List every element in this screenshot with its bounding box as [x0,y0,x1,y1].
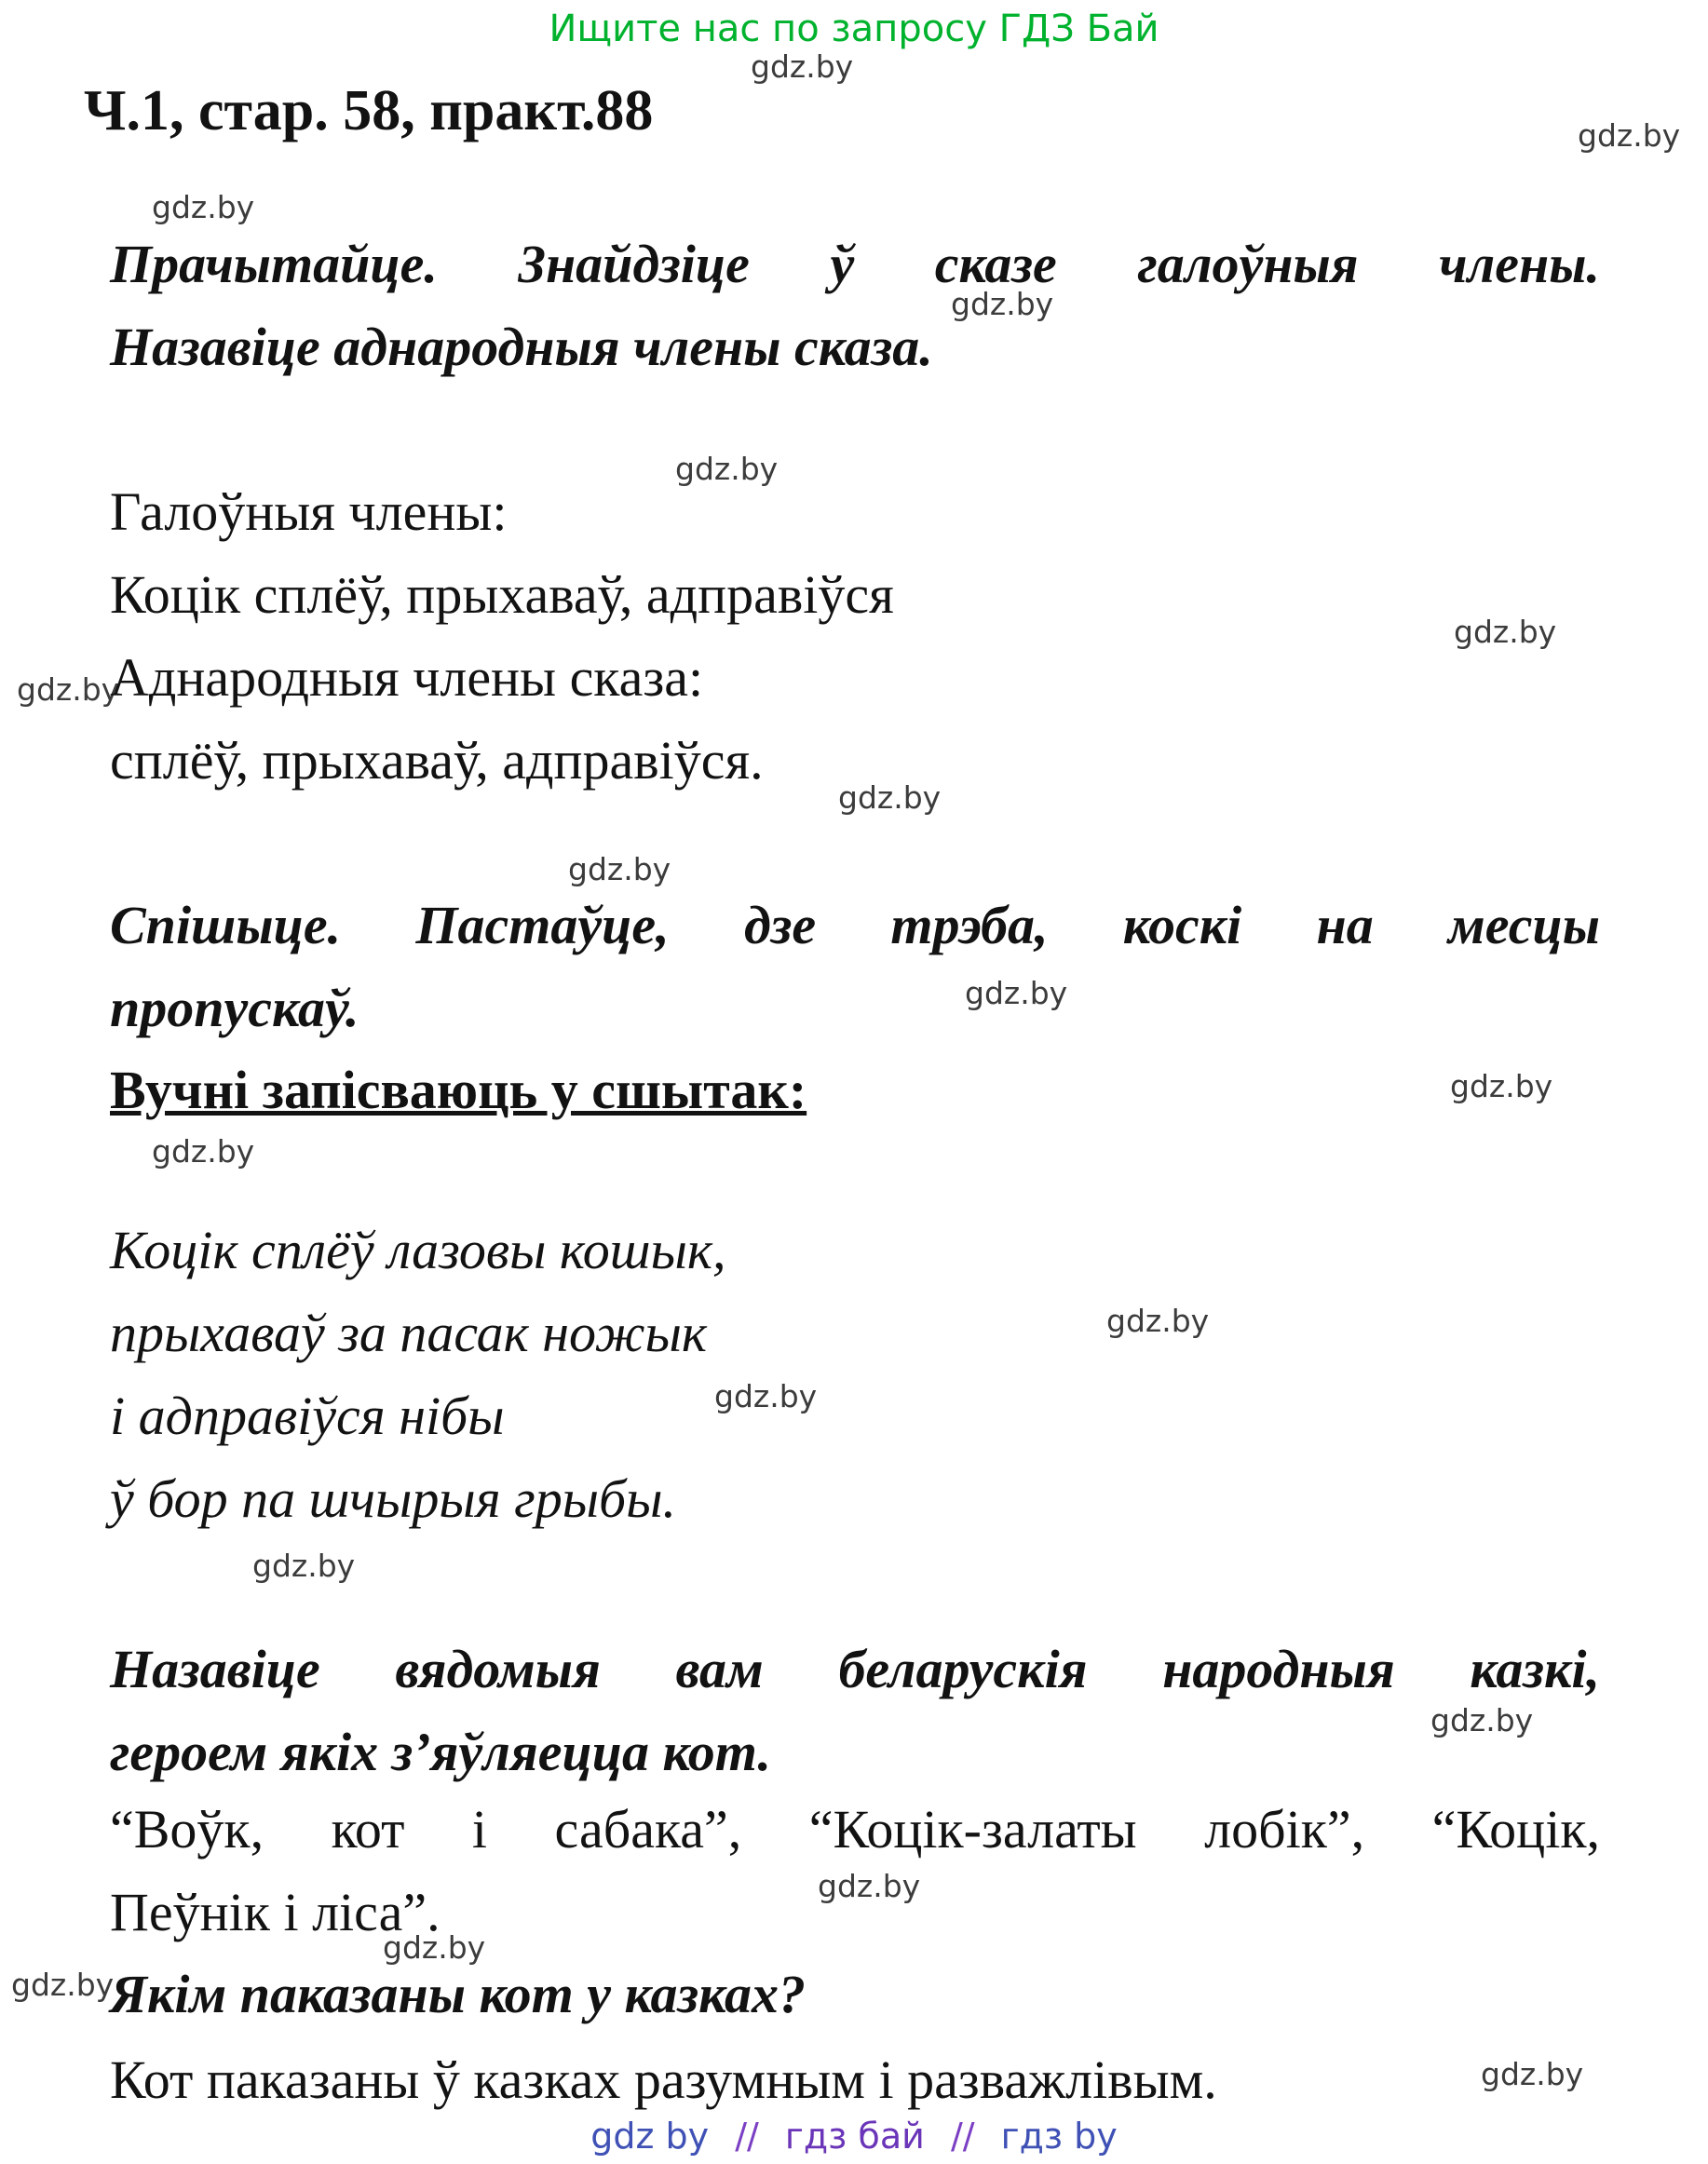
watermark-gdzby: gdz.by [152,189,255,225]
task3-line2: героем якіх з’яўляецца кот. [110,1722,772,1782]
task3-line1: Назавіце вядомыя вам беларускія народныя казкі, [110,1639,1600,1699]
footer-link-gdz-by-1[interactable]: gdz by [590,2116,710,2157]
watermark-gdzby: gdz.by [714,1378,818,1414]
watermark-gdzby: gdz.by [951,286,1054,322]
footer-separator: // [950,2116,975,2157]
watermark-gdzby: gdz.by [152,1133,255,1170]
watermark-gdzby: gdz.by [17,671,120,708]
watermark-gdzby: gdz.by [751,48,854,85]
task2-line2: пропускаў. [110,978,359,1038]
watermark-gdzby: gdz.by [965,975,1068,1011]
verse-line3: і адправіўся нібы [110,1386,505,1446]
task1-line2: Назавіце аднародныя члены сказа. [110,317,933,377]
watermark-gdzby: gdz.by [568,851,671,887]
answer1-line1: Галоўныя члены: [110,481,508,542]
top-banner-text: Ищите нас по запросу ГДЗ Бай [549,7,1159,50]
watermark-gdzby: gdz.by [1430,1702,1534,1738]
watermark-gdzby: gdz.by [1450,1068,1553,1104]
watermark-gdzby: gdz.by [383,1929,486,1966]
subheading: Вучні запісваюць у сшытак: [110,1060,807,1120]
watermark-gdzby: gdz.by [252,1548,356,1584]
footer-separator: // [735,2116,759,2157]
watermark-gdzby: gdz.by [1454,614,1557,650]
answer1-line4: сплёў, прыхаваў, адправіўся. [110,730,764,791]
task1-line1: Прачытайце. Знайдзіце ў сказе галоўныя члены. [110,234,1600,294]
watermark-gdzby: gdz.by [675,451,779,487]
page-title: Ч.1, стар. 58, практ.88 [84,79,654,142]
verse-line4: ў бор па шчырыя грыбы. [110,1468,676,1529]
watermark-gdzby: gdz.by [1578,117,1681,154]
answer3-line2: Пеўнік і ліса”. [110,1882,441,1942]
watermark-gdzby: gdz.by [818,1868,921,1904]
answer4-line: Кот паказаны ў казках разумным і разважлівым. [110,2049,1217,2110]
watermark-gdzby: gdz.by [838,779,942,816]
footer-link-gdz-bai[interactable]: гдз бай [784,2116,925,2157]
footer-link-gdz-by-2[interactable]: гдз by [1000,2116,1118,2157]
footer-links [0,2116,1708,2157]
answer1-line2: Коцік сплёў, прыхаваў, адправіўся [110,564,894,625]
verse-line2: прыхаваў за пасак ножык [110,1303,707,1363]
task2-line1: Спішыце. Пастаўце, дзе трэба, коскі на месцы [110,895,1600,955]
answer3-line1: “Воўк, кот і сабака”, “Коцік-залаты лобік”, “Коцік, [110,1799,1600,1860]
answer1-line3: Аднародныя члены сказа: [110,647,704,708]
verse-line1: Коцік сплёў лазовы кошык, [110,1220,726,1280]
task4-line: Якім паказаны кот у казках? [110,1964,807,2024]
watermark-gdzby: gdz.by [1106,1303,1210,1339]
watermark-gdzby: gdz.by [11,1967,115,2003]
watermark-gdzby: gdz.by [1481,2056,1584,2092]
